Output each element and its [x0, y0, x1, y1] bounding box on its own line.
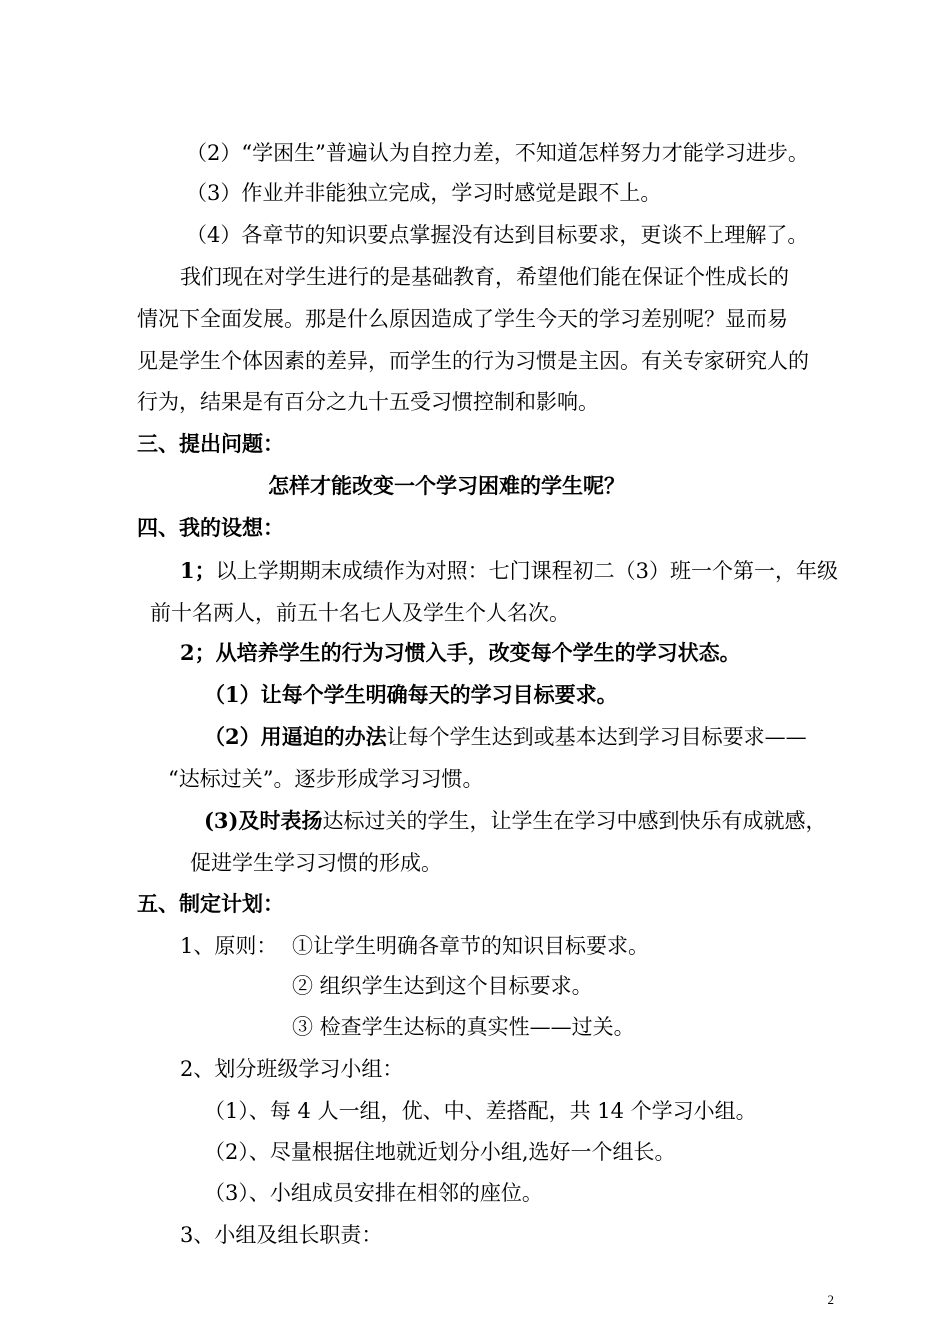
- emphasis-text: （2）用逼迫的办法: [204, 724, 387, 749]
- list-item: 2；从培养学生的行为习惯入手，改变每个学生的学习状态。: [180, 640, 741, 665]
- section-heading: 五、制定计划：: [137, 891, 284, 916]
- section-heading: 四、我的设想：: [137, 515, 284, 540]
- list-label: 2、划分班级学习小组：: [180, 1057, 404, 1081]
- list-item: ② 组织学生达到这个目标要求。: [292, 974, 593, 998]
- item-number: 1；: [180, 558, 216, 583]
- page-number: 2: [827, 1292, 834, 1307]
- list-item: （1）、每 4 人一组，优、中、差搭配，共 14 个学习小组。: [204, 1099, 757, 1123]
- paragraph-line: 达标过关的学生，让学生在学习中感到快乐有成就感，: [322, 809, 827, 833]
- list-item: ③ 检查学生达标的真实性——过关。: [292, 1015, 635, 1039]
- emphasis-text: (3)及时表扬: [204, 808, 323, 833]
- list-item: （4）各章节的知识要点掌握没有达到目标要求，更谈不上理解了。: [186, 223, 809, 247]
- paragraph-line: 见是学生个体因素的差异，而学生的行为习惯是主因。有关专家研究人的: [137, 349, 809, 373]
- list-label: 3、小组及组长职责：: [180, 1223, 383, 1247]
- list-item: ①让学生明确各章节的知识目标要求。: [292, 934, 649, 958]
- list-item: （1）让每个学生明确每天的学习目标要求。: [204, 682, 618, 707]
- section-heading: 三、提出问题：: [137, 431, 284, 456]
- list-item: （3）作业并非能独立完成，学习时感觉是跟不上。: [186, 181, 662, 205]
- question-line: 怎样才能改变一个学习困难的学生呢？: [268, 473, 625, 498]
- list-item: （2）“学困生”普遍认为自控力差，不知道怎样努力才能学习进步。: [186, 141, 809, 165]
- paragraph-line: 以上学期期末成绩作为对照：七门课程初二（3）班一个第一，年级: [215, 559, 838, 583]
- paragraph-line: 情况下全面发展。那是什么原因造成了学生今天的学习差别呢？显而易: [137, 307, 788, 331]
- paragraph-line: 促进学生学习习惯的形成。: [190, 851, 442, 875]
- list-label: 1、原则：: [180, 934, 278, 958]
- paragraph-line: 行为，结果是有百分之九十五受习惯控制和影响。: [137, 390, 599, 414]
- paragraph-line: 前十名两人，前五十名七人及学生个人名次。: [150, 601, 570, 625]
- list-item: （2）、尽量根据住地就近划分小组,选好一个组长。: [204, 1140, 676, 1164]
- paragraph-line: 让每个学生达到或基本达到学习目标要求——: [386, 725, 807, 749]
- list-item: （3）、小组成员安排在相邻的座位。: [204, 1181, 543, 1205]
- paragraph-line: 我们现在对学生进行的是基础教育，希望他们能在保证个性成长的: [180, 265, 789, 289]
- paragraph-line: “达标过关”。逐步形成学习习惯。: [168, 767, 484, 791]
